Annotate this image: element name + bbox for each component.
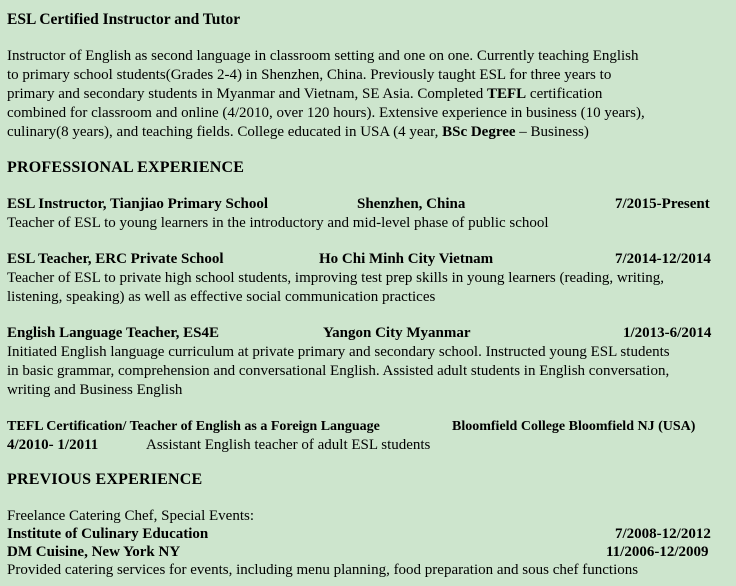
job-header <box>7 195 728 214</box>
previous-description-text: Provided catering services for events, including menu planning, food preparation and sous chef functions <box>7 562 639 578</box>
job-description-line: Teacher of ESL to private high school students, improving test prep skills in young learners (reading, writing, <box>7 270 665 286</box>
summary-text: certification <box>526 86 603 102</box>
previous-experience-block <box>7 507 728 579</box>
job-role: ESL Teacher, ERC Private School <box>7 251 224 267</box>
previous-intro <box>7 507 728 525</box>
job-dates: 7/2015-Present <box>615 196 710 212</box>
summary-line: to primary school students(Grades 2-4) in Shenzhen, China. Previously taught ESL for three years to <box>7 67 612 83</box>
summary-text: culinary(8 years), and teaching fields. College educated in USA (4 year, <box>7 124 443 140</box>
summary-text: – Business) <box>515 124 589 140</box>
job-description <box>7 214 728 233</box>
resume-title: ESL Certified Instructor and Tutor <box>7 11 241 28</box>
summary-line <box>7 123 728 142</box>
degree-emphasis: BSc Degree <box>442 124 516 140</box>
summary-text: primary and secondary students in Myanmar and Vietnam, SE Asia. Completed <box>7 86 487 102</box>
job-entry <box>7 195 728 233</box>
job-description <box>7 269 728 307</box>
tefl-location: Bloomfield College Bloomfield NJ (USA) <box>452 419 696 434</box>
summary-line: combined for classroom and online (4/2010, over 120 hours). Extensive experience in business (10 years), <box>7 105 645 121</box>
previous-entry-dates: 11/2006-12/2009 <box>606 544 709 560</box>
job-description-line: listening, speaking) as well as effective social communication practices <box>7 289 436 305</box>
previous-entry <box>7 525 728 543</box>
previous-intro-text: Freelance Catering Chef, Special Events: <box>7 508 254 524</box>
job-description-line: writing and Business English <box>7 382 183 398</box>
summary-paragraph <box>7 47 728 142</box>
job-description-line: in basic grammar, comprehension and conversational English. Assisted adult students in English conversation, <box>7 363 670 379</box>
job-role: English Language Teacher, ES4E <box>7 325 220 341</box>
job-location: Shenzhen, China <box>357 196 466 212</box>
previous-entry <box>7 543 728 561</box>
previous-experience-heading: PREVIOUS EXPERIENCE <box>7 471 203 488</box>
job-header <box>7 324 728 343</box>
summary-line <box>7 85 728 104</box>
tefl-subline <box>7 436 728 455</box>
job-dates: 1/2013-6/2014 <box>623 325 712 341</box>
previous-description <box>7 561 728 579</box>
job-description-line: Teacher of ESL to young learners in the introductory and mid-level phase of public school <box>7 215 549 231</box>
job-entry <box>7 250 728 307</box>
previous-entry-dates: 7/2008-12/2012 <box>615 526 711 542</box>
job-dates: 7/2014-12/2014 <box>615 251 711 267</box>
summary-line: Instructor of English as second language in classroom setting and one on one. Currently teaching English <box>7 48 639 64</box>
tefl-role: TEFL Certification/ Teacher of English as a Foreign Language <box>7 419 380 434</box>
job-header <box>7 250 728 269</box>
previous-entry-name: DM Cuisine, New York NY <box>7 544 181 560</box>
job-location: Yangon City Myanmar <box>323 325 471 341</box>
previous-entry-name: Institute of Culinary Education <box>7 526 209 542</box>
tefl-entry <box>7 417 728 455</box>
job-role: ESL Instructor, Tianjiao Primary School <box>7 196 269 212</box>
job-location: Ho Chi Minh City Vietnam <box>319 251 494 267</box>
tefl-description: Assistant English teacher of adult ESL students <box>146 437 431 453</box>
tefl-emphasis: TEFL <box>486 86 527 102</box>
professional-experience-heading: PROFESSIONAL EXPERIENCE <box>7 159 245 176</box>
tefl-header <box>7 417 728 436</box>
job-description-line: Initiated English language curriculum at private primary and secondary school. Instructed young ESL students <box>7 344 670 360</box>
job-entry <box>7 324 728 400</box>
job-description <box>7 343 728 400</box>
tefl-dates: 4/2010- 1/2011 <box>7 437 99 453</box>
